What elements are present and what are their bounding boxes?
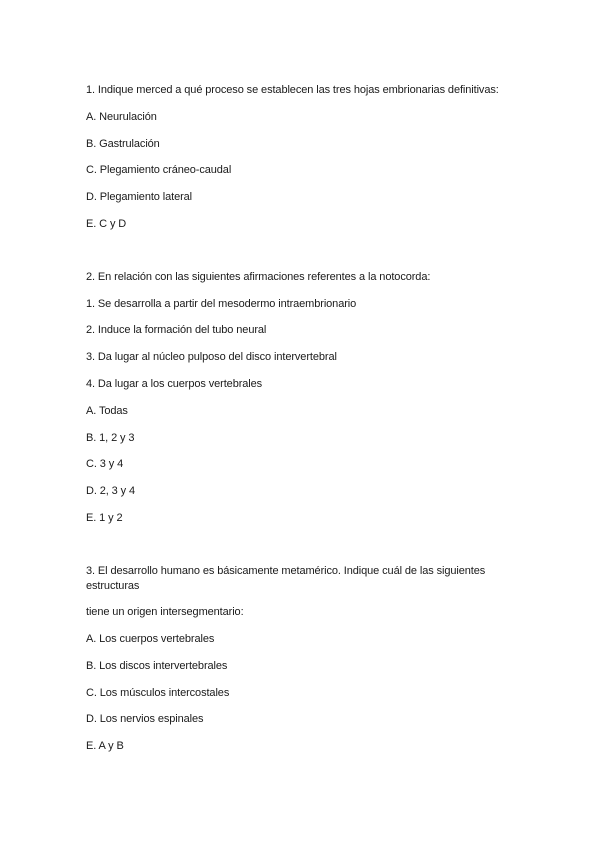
question-2-option-d: D. 2, 3 y 4 [86,485,136,497]
question-3-stem: 3. El desarrollo humano es básicamente metamérico. Indique cuál de las siguientes estructuras [86,565,486,592]
question-2-statement-1: 1. Se desarrolla a partir del mesodermo intraembrionario [86,298,357,310]
question-2-stem: 2. En relación con las siguientes afirmaciones referentes a la notocorda: [86,271,431,283]
question-1-option-a: A. Neurulación [86,111,157,123]
question-2-statement-2: 2. Induce la formación del tubo neural [86,324,267,336]
question-3-option-c: C. Los músculos intercostales [86,687,230,699]
question-2-statement-4: 4. Da lugar a los cuerpos vertebrales [86,378,263,390]
question-1-option-b: B. Gastrulación [86,138,160,150]
question-1-stem: 1. Indique merced a qué proceso se establecen las tres hojas embrionarias definitivas: [86,84,499,96]
question-3-stem-continued: tiene un origen intersegmentario: [86,606,244,618]
question-2-option-e: E. 1 y 2 [86,512,123,524]
question-3-option-b: B. Los discos intervertebrales [86,660,228,672]
question-1-option-c: C. Plegamiento cráneo-caudal [86,164,232,176]
question-3-option-d: D. Los nervios espinales [86,713,204,725]
question-2-option-b: B. 1, 2 y 3 [86,432,135,444]
question-2-option-a: A. Todas [86,405,128,417]
question-1-option-d: D. Plegamiento lateral [86,191,193,203]
question-2-option-c: C. 3 y 4 [86,458,124,470]
question-3-option-e: E. A y B [86,740,124,752]
question-3-option-a: A. Los cuerpos vertebrales [86,633,215,645]
question-1-option-e: E. C y D [86,218,127,230]
question-2-statement-3: 3. Da lugar al núcleo pulposo del disco intervertebral [86,351,337,363]
